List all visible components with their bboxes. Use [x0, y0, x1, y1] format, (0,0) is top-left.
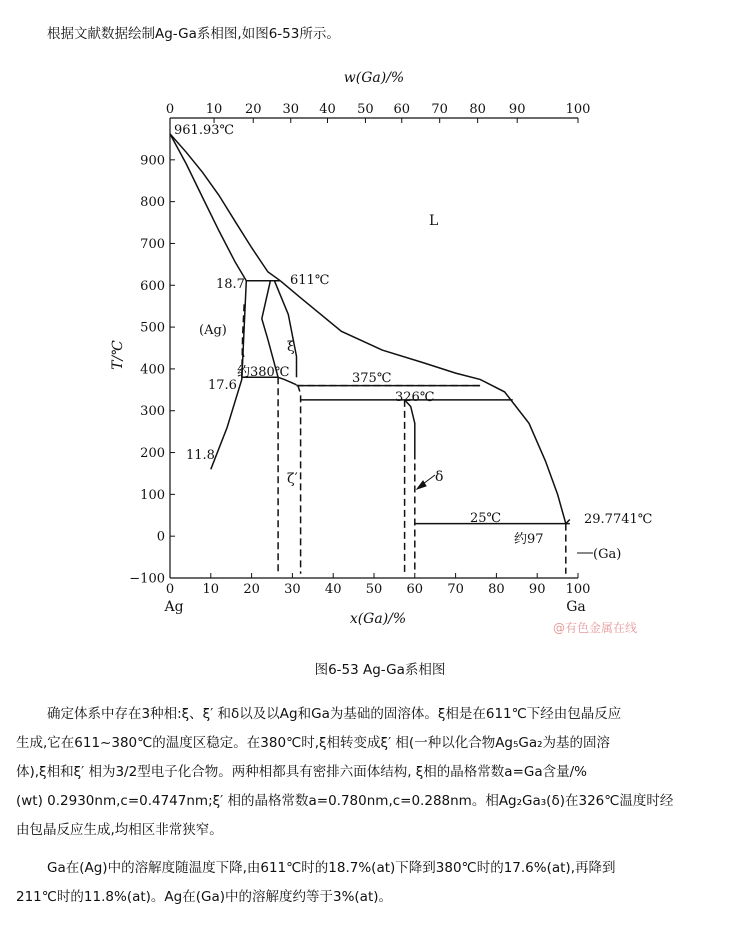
phase-boundary-solidus-ag [170, 134, 246, 281]
top-tick-label: 50 [357, 102, 374, 117]
label-11-8: 11.8 [186, 448, 215, 463]
y-tick-label: 300 [140, 404, 165, 420]
x-right-end-label: Ga [566, 599, 586, 615]
label-326: 326℃ [395, 390, 435, 405]
phase-boundary-xi-right [274, 281, 296, 378]
x-tick-label: 20 [243, 582, 260, 597]
label-375: 375℃ [352, 371, 392, 386]
label-25: 25℃ [470, 511, 502, 526]
dashed-xi-prime-right [298, 385, 301, 574]
axes-frame [170, 118, 578, 578]
label-xi: ξ [287, 339, 295, 355]
label-ga-melting: 29.7741℃ [584, 512, 653, 527]
y-axis-title: T/℃ [110, 340, 126, 370]
label-ga-phase: (Ga) [593, 547, 622, 562]
x-tick-label: 30 [284, 582, 301, 597]
label-delta: δ [435, 469, 444, 485]
x-tick-label: 10 [202, 582, 220, 597]
x-tick-label: 60 [406, 582, 424, 597]
label-liquid: L [429, 213, 439, 229]
x-tick-label: 80 [488, 582, 505, 597]
x-tick-label: 70 [447, 582, 464, 597]
watermark: @有色金属在线 [553, 621, 638, 635]
top-axis-title: w(Ga)/% [343, 70, 405, 86]
paragraph-line: 由包晶反应生成,均相区非常狭窄。 [16, 822, 223, 838]
paragraph-2 [16, 854, 716, 912]
y-tick-label: 400 [140, 362, 165, 378]
label-xi-prime: ζ′ [287, 471, 298, 487]
paragraph-line: 确定体系中存在3种相:ξ、ξ′ 和δ以及以Ag和Ga为基础的固溶体。ξ相是在611℃下经由包晶反应 [47, 706, 622, 722]
top-tick-label: 60 [393, 102, 411, 117]
label-ag-melting: 961.93℃ [174, 123, 235, 138]
figure-caption: 图6-53 Ag-Ga系相图 [314, 662, 446, 678]
phase-boundary-xi-left [262, 281, 278, 378]
phase-boundary-delta-top [405, 400, 415, 453]
y-tick-label: 0 [156, 529, 165, 545]
label-about-380: 约380℃ [237, 365, 290, 380]
x-tick-label: 0 [165, 582, 175, 597]
y-tick-label: 900 [140, 153, 165, 169]
y-tick-label: 100 [140, 487, 165, 503]
top-tick-label: 100 [565, 102, 591, 117]
y-tick-label: −100 [129, 571, 165, 587]
paragraph-1 [16, 700, 716, 845]
top-tick-label: 0 [165, 102, 175, 117]
x-tick-label: 50 [365, 582, 383, 597]
label-611: 611℃ [290, 273, 330, 288]
paragraph-line: Ga在(Ag)中的溶解度随温度下降,由611℃时的18.7%(at)下降到380℃时的17.6%(at),再降到 [47, 860, 616, 876]
top-tick-label: 70 [431, 102, 448, 117]
phase-boundary-liquidus-low [170, 134, 280, 281]
y-tick-label: 700 [140, 236, 165, 252]
intro-text: 根据文献数据绘制Ag-Ga系相图,如图6-53所示。 [47, 26, 340, 42]
paragraph-line: 生成,它在611~380℃的温度区稳定。在380℃时,ξ相转变成ξ′ 相(一种以化合物Ag₅Ga₂为基的固溶 [16, 735, 611, 751]
y-tick-label: 800 [140, 195, 165, 211]
label-18-7: 18.7 [216, 277, 245, 292]
y-tick-label: 200 [140, 446, 165, 462]
x-tick-label: 100 [565, 582, 591, 597]
label-17-6: 17.6 [208, 378, 237, 393]
x-axis-title: x(Ga)/% [349, 611, 407, 627]
paragraph-line: 体),ξ相和ξ′ 相为3/2型电子化合物。两种相都具有密排六面体结构, ξ相的晶格常数a=Ga含量/% [16, 764, 588, 780]
x-tick-label: 90 [528, 582, 546, 597]
label-about-97: 约97 [514, 532, 544, 547]
x-tick-label: 40 [324, 582, 342, 597]
top-tick-label: 80 [469, 102, 486, 117]
y-tick-label: 500 [140, 320, 165, 336]
top-tick-label: 20 [244, 102, 262, 117]
top-tick-label: 10 [205, 102, 223, 117]
label-ag-phase: (Ag) [199, 323, 227, 338]
paragraph-line: (wt) 0.2930nm,c=0.4747nm;ξ′ 相的晶格常数a=0.780nm,c=0.288nm。相Ag₂Ga₃(δ)在326℃温度时经 [16, 793, 674, 809]
x-left-end-label: Ag [164, 599, 184, 615]
top-tick-label: 40 [319, 102, 336, 117]
y-tick-label: 600 [140, 278, 165, 294]
top-tick-label: 90 [508, 102, 526, 117]
paragraph-line: 211℃时的11.8%(at)。Ag在(Ga)中的溶解度约等于3%(at)。 [16, 889, 393, 905]
top-tick-label: 30 [282, 102, 300, 117]
